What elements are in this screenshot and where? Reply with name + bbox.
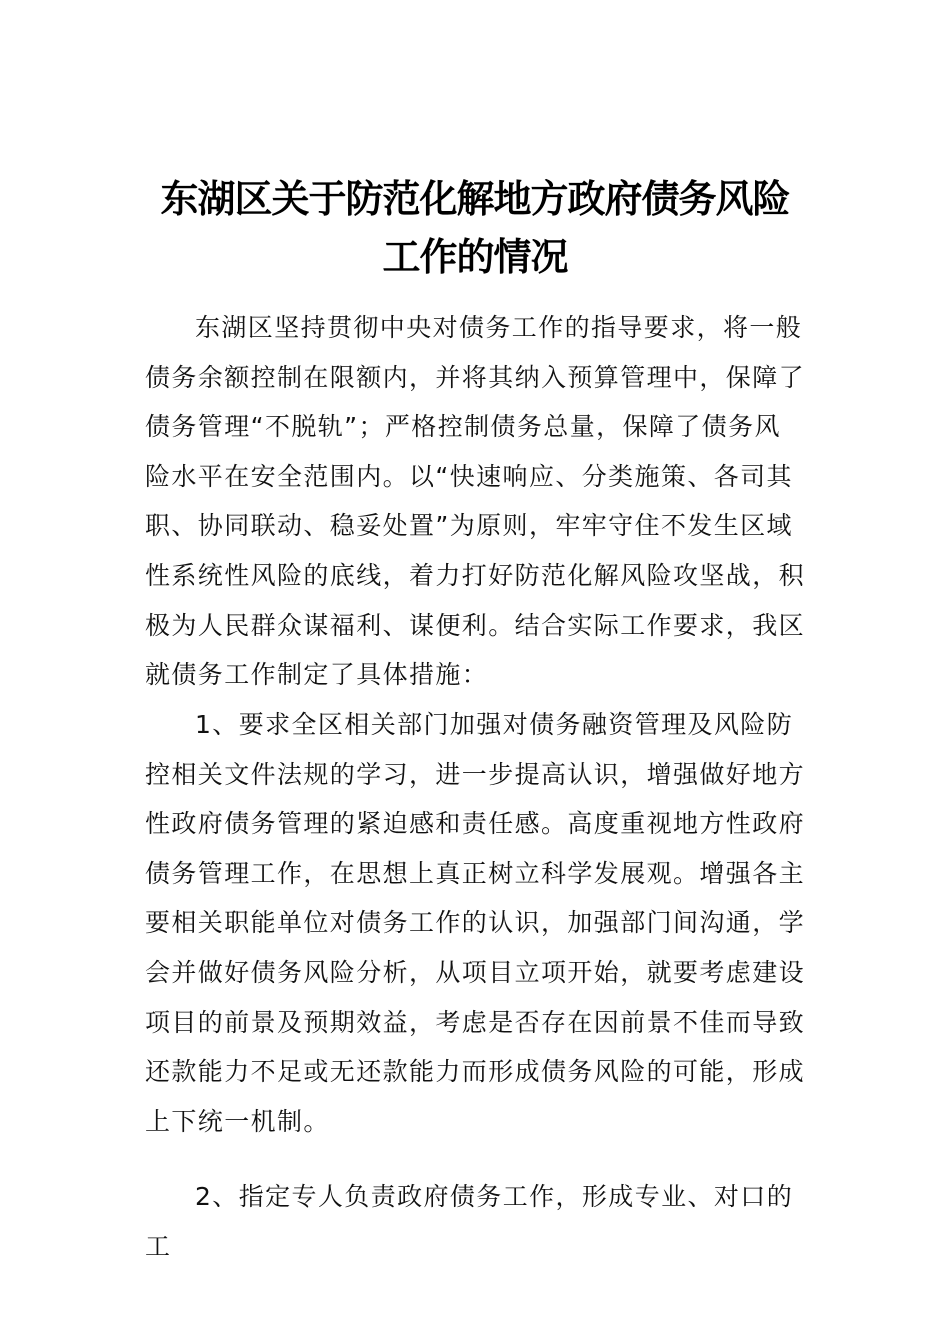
- document-title: 东湖区关于防范化解地方政府债务风险工作的情况: [160, 176, 790, 279]
- body-paragraph-intro: 东湖区坚持贯彻中央对债务工作的指导要求，将一般债务余额控制在限额内，并将其纳入预算管理中，保障了债务管理“不脱轨”；严格控制债务总量，保障了债务风险水平在安全范围内。以“快速响应、分类施策、各司其职、协同联动、稳妥处置”为原则，牢牢守住不发生区域性系统性风险的底线，着力打好防范化解风险攻坚战，积极为人民群众谋福利、谋便利。结合实际工作要求，我区就债务工作制定了具体措施：: [145, 313, 806, 690]
- body-paragraph-measure-1: 1、要求全区相关部门加强对债务融资管理及风险防控相关文件法规的学习，进一步提高认识，增强做好地方性政府债务管理的紧迫感和责任感。高度重视地方性政府债务管理工作，在思想上真正树立科学发展观。增强各主要相关职能单位对债务工作的认识，加强部门间沟通，学会并做好债务风险分析，从项目立项开始，就要考虑建设项目的前景及预期效益，考虑是否存在因前景不佳而导致还款能力不足或无还款能力而形成债务风险的可能，形成上下统一机制。: [145, 710, 806, 1136]
- body-paragraph-measure-2: 2、指定专人负责政府债务工作，形成专业、对口的工: [145, 1182, 794, 1261]
